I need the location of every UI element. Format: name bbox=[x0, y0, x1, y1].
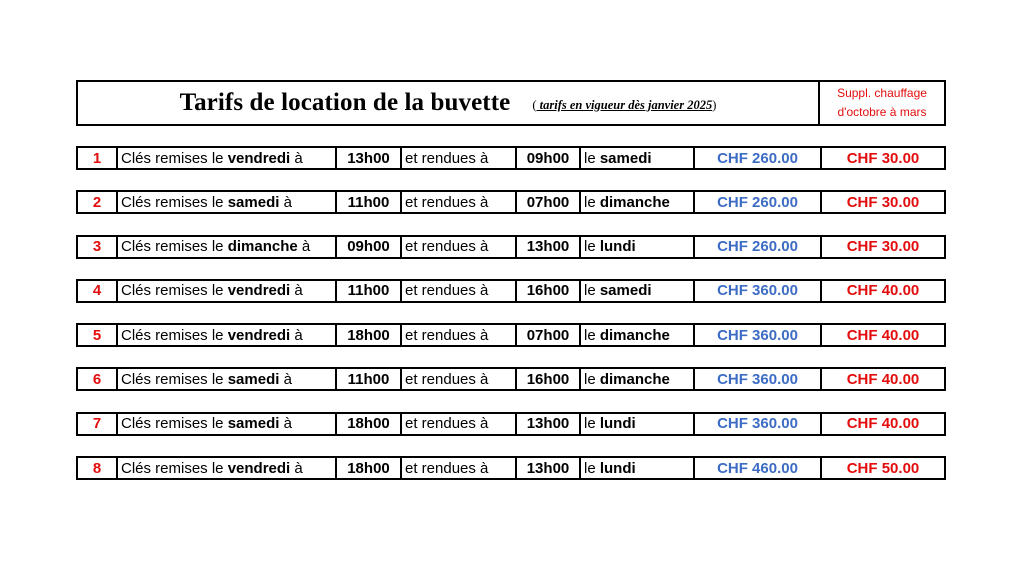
return-label: et rendues à bbox=[402, 237, 517, 257]
return-day-prefix: le bbox=[584, 282, 600, 300]
page-subtitle bbox=[532, 98, 716, 113]
handover-suffix: à bbox=[279, 193, 292, 211]
handover-prefix: Clés remises le bbox=[121, 238, 228, 256]
return-label: et rendues à bbox=[402, 148, 517, 168]
price: CHF 360.00 bbox=[695, 281, 822, 301]
tariff-rows bbox=[76, 146, 946, 500]
price: CHF 260.00 bbox=[695, 148, 822, 168]
return-day: lundi bbox=[599, 459, 636, 477]
return-day-cell bbox=[581, 325, 695, 345]
return-label: et rendues à bbox=[402, 281, 517, 301]
return-day-prefix: le bbox=[584, 149, 600, 167]
table-row bbox=[76, 412, 946, 436]
handover-suffix: à bbox=[279, 415, 292, 433]
header-title-cell bbox=[78, 82, 820, 124]
row-number: 8 bbox=[78, 458, 118, 478]
row-number: 6 bbox=[78, 369, 118, 389]
return-day-prefix: le bbox=[584, 459, 600, 477]
handover-day: vendredi bbox=[227, 326, 291, 344]
handover-suffix: à bbox=[279, 370, 292, 388]
handover-prefix: Clés remises le bbox=[121, 415, 228, 433]
return-day: lundi bbox=[599, 415, 636, 433]
subtitle-text: tarifs en vigueur dès janvier 2025 bbox=[536, 97, 713, 112]
handover-time: 18h00 bbox=[337, 414, 402, 434]
handover-time: 18h00 bbox=[337, 325, 402, 345]
handover-text bbox=[118, 192, 337, 212]
price: CHF 360.00 bbox=[695, 414, 822, 434]
handover-suffix: à bbox=[297, 238, 311, 256]
handover-day: vendredi bbox=[227, 149, 291, 167]
handover-time: 11h00 bbox=[337, 192, 402, 212]
return-day-cell bbox=[581, 369, 695, 389]
handover-prefix: Clés remises le bbox=[121, 193, 228, 211]
return-time: 13h00 bbox=[517, 458, 581, 478]
handover-day: vendredi bbox=[227, 282, 291, 300]
suppl-header-cell bbox=[820, 82, 944, 124]
suppl-header-line2: d'octobre à mars bbox=[837, 105, 927, 119]
return-label: et rendues à bbox=[402, 192, 517, 212]
heating-supplement: CHF 40.00 bbox=[846, 415, 920, 433]
page-title: Tarifs de location de la buvette bbox=[179, 89, 511, 116]
return-time: 07h00 bbox=[517, 325, 581, 345]
handover-prefix: Clés remises le bbox=[121, 459, 228, 477]
handover-day: dimanche bbox=[227, 238, 298, 256]
handover-time: 09h00 bbox=[337, 237, 402, 257]
handover-prefix: Clés remises le bbox=[121, 370, 228, 388]
table-row bbox=[76, 323, 946, 347]
handover-time: 11h00 bbox=[337, 281, 402, 301]
handover-suffix: à bbox=[290, 459, 303, 477]
table-row bbox=[76, 456, 946, 480]
price: CHF 460.00 bbox=[695, 458, 822, 478]
table-row bbox=[76, 146, 946, 170]
price: CHF 260.00 bbox=[695, 237, 822, 257]
handover-time: 13h00 bbox=[337, 148, 402, 168]
suppl-header-line1: Suppl. chauffage bbox=[837, 86, 927, 100]
row-number: 2 bbox=[78, 192, 118, 212]
return-day: dimanche bbox=[599, 370, 670, 388]
return-day-cell bbox=[581, 237, 695, 257]
return-label: et rendues à bbox=[402, 369, 517, 389]
row-number: 5 bbox=[78, 325, 118, 345]
handover-suffix: à bbox=[290, 282, 303, 300]
return-time: 16h00 bbox=[517, 369, 581, 389]
return-day-prefix: le bbox=[584, 326, 600, 344]
price: CHF 360.00 bbox=[695, 325, 822, 345]
handover-text bbox=[118, 369, 337, 389]
handover-day: samedi bbox=[227, 370, 280, 388]
heating-supplement: CHF 50.00 bbox=[846, 459, 920, 477]
return-time: 13h00 bbox=[517, 414, 581, 434]
heating-supplement: CHF 30.00 bbox=[846, 238, 920, 256]
return-day: lundi bbox=[599, 238, 636, 256]
handover-text bbox=[118, 281, 337, 301]
handover-day: samedi bbox=[227, 415, 280, 433]
row-number: 3 bbox=[78, 237, 118, 257]
return-day-cell bbox=[581, 192, 695, 212]
subtitle-open-paren: ( bbox=[532, 97, 537, 112]
header-table bbox=[76, 80, 946, 126]
return-time: 13h00 bbox=[517, 237, 581, 257]
heating-supplement: CHF 40.00 bbox=[846, 326, 920, 344]
row-number: 4 bbox=[78, 281, 118, 301]
table-row bbox=[76, 235, 946, 259]
return-day: dimanche bbox=[599, 193, 670, 211]
handover-text bbox=[118, 325, 337, 345]
price: CHF 360.00 bbox=[695, 369, 822, 389]
heating-supplement: CHF 40.00 bbox=[846, 282, 920, 300]
return-day-cell bbox=[581, 458, 695, 478]
return-day: samedi bbox=[599, 149, 652, 167]
row-number: 7 bbox=[78, 414, 118, 434]
heating-supplement: CHF 40.00 bbox=[846, 370, 920, 388]
return-label: et rendues à bbox=[402, 458, 517, 478]
handover-prefix: Clés remises le bbox=[121, 282, 228, 300]
row-number: 1 bbox=[78, 148, 118, 168]
return-day-cell bbox=[581, 414, 695, 434]
handover-time: 11h00 bbox=[337, 369, 402, 389]
return-day: samedi bbox=[599, 282, 652, 300]
return-label: et rendues à bbox=[402, 325, 517, 345]
return-day-cell bbox=[581, 281, 695, 301]
return-day-prefix: le bbox=[584, 238, 600, 256]
table-row bbox=[76, 279, 946, 303]
return-time: 07h00 bbox=[517, 192, 581, 212]
handover-text bbox=[118, 414, 337, 434]
handover-time: 18h00 bbox=[337, 458, 402, 478]
price: CHF 260.00 bbox=[695, 192, 822, 212]
handover-text bbox=[118, 237, 337, 257]
handover-prefix: Clés remises le bbox=[121, 326, 228, 344]
subtitle-close-paren: ) bbox=[712, 97, 717, 112]
handover-text bbox=[118, 458, 337, 478]
handover-suffix: à bbox=[290, 149, 303, 167]
return-day-cell bbox=[581, 148, 695, 168]
heating-supplement: CHF 30.00 bbox=[846, 193, 920, 211]
handover-prefix: Clés remises le bbox=[121, 149, 228, 167]
handover-text bbox=[118, 148, 337, 168]
return-day-prefix: le bbox=[584, 415, 600, 433]
table-row bbox=[76, 190, 946, 214]
return-time: 16h00 bbox=[517, 281, 581, 301]
return-day-prefix: le bbox=[584, 193, 600, 211]
handover-day: vendredi bbox=[227, 459, 291, 477]
heating-supplement: CHF 30.00 bbox=[846, 149, 920, 167]
return-label: et rendues à bbox=[402, 414, 517, 434]
return-day: dimanche bbox=[599, 326, 670, 344]
table-row bbox=[76, 367, 946, 391]
return-time: 09h00 bbox=[517, 148, 581, 168]
handover-suffix: à bbox=[290, 326, 303, 344]
return-day-prefix: le bbox=[584, 370, 600, 388]
handover-day: samedi bbox=[227, 193, 280, 211]
